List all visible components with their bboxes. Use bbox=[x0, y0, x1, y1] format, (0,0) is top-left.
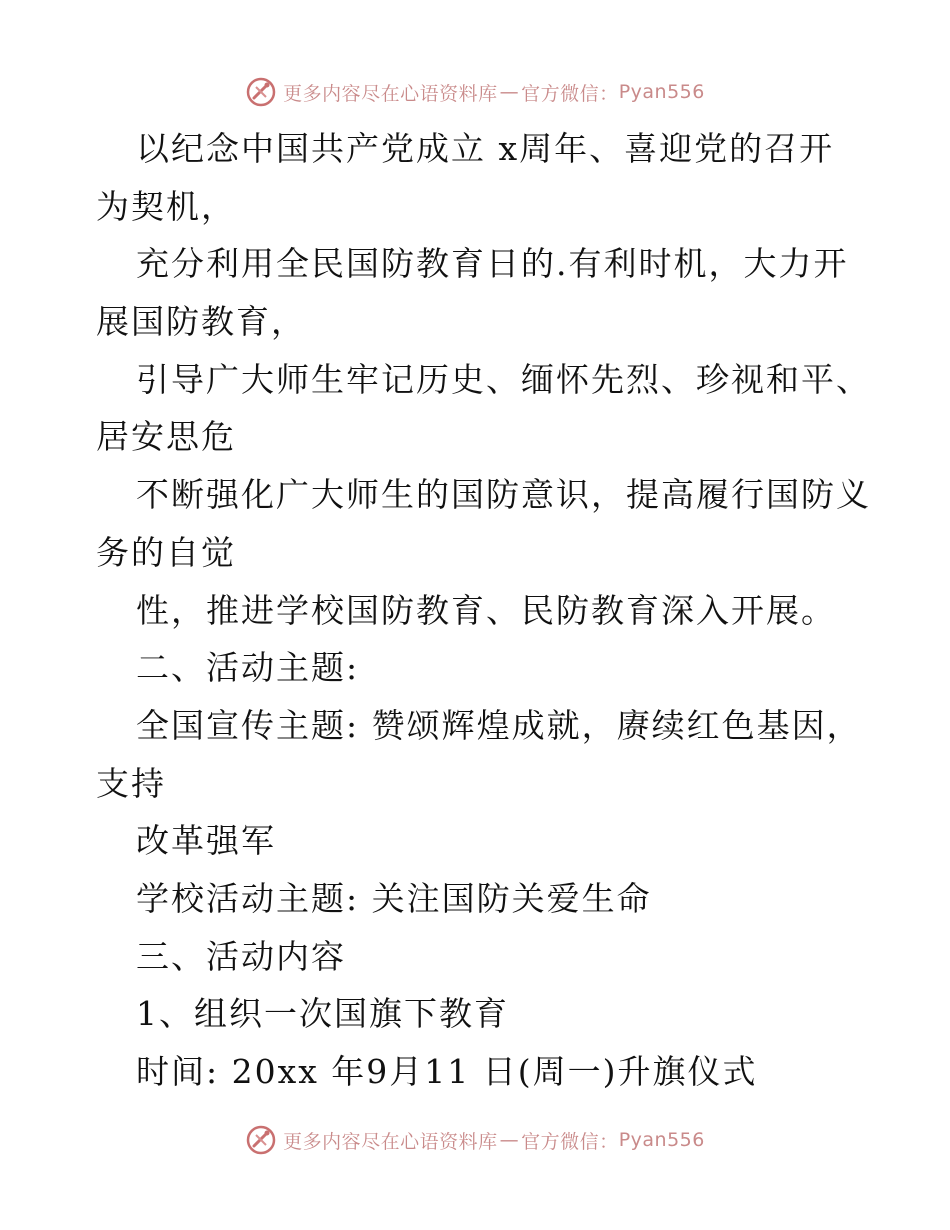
section-heading: 二、活动主题: bbox=[136, 648, 360, 688]
paragraph-line: 务的自觉 bbox=[96, 532, 236, 572]
brand-logo-icon bbox=[245, 76, 277, 108]
paragraph-line: 展国防教育， bbox=[96, 302, 306, 342]
watermark-separator: — bbox=[499, 81, 520, 103]
footer-watermark bbox=[0, 1120, 950, 1160]
header-watermark bbox=[0, 72, 950, 112]
watermark-wechat-label: 官方微信： bbox=[521, 1130, 619, 1153]
list-item: 1、组织一次国旗下教育 bbox=[136, 994, 509, 1034]
watermark-text: 更多内容尽在心语资料库 bbox=[283, 82, 498, 105]
watermark-wechat-label: 官方微信： bbox=[521, 82, 619, 105]
paragraph-line: 改革强军 bbox=[136, 821, 276, 861]
paragraph-line: 时间: 20xx 年9月11 日(周一)升旗仪式 bbox=[136, 1052, 758, 1091]
paragraph-line: 引导广大师生牢记历史、缅怀先烈、珍视和平、 bbox=[136, 359, 871, 399]
paragraph-line: 为契机， bbox=[96, 186, 236, 226]
watermark-wechat-id: Pyan556 bbox=[618, 81, 705, 103]
brand-logo-icon bbox=[245, 1124, 277, 1156]
watermark-separator: — bbox=[499, 1129, 520, 1151]
document-body bbox=[96, 120, 871, 1101]
paragraph-line: 支持 bbox=[96, 763, 166, 803]
paragraph-line: 充分利用全民国防教育日的.有利时机，大力开 bbox=[136, 244, 849, 284]
watermark-text: 更多内容尽在心语资料库 bbox=[283, 1130, 498, 1153]
paragraph-line: 以纪念中国共产党成立 x周年、喜迎党的召开 bbox=[136, 129, 835, 168]
paragraph-line: 学校活动主题: 关注国防关爱生命 bbox=[136, 878, 652, 918]
paragraph-line: 全国宣传主题: 赞颂辉煌成就，赓续红色基因， bbox=[136, 705, 862, 745]
paragraph-line: 居安思危 bbox=[96, 417, 236, 457]
section-heading: 三、活动内容 bbox=[136, 936, 346, 976]
paragraph-line: 不断强化广大师生的国防意识，提高履行国防义 bbox=[136, 475, 871, 515]
paragraph-line: 性，推进学校国防教育、民防教育深入开展。 bbox=[136, 590, 836, 630]
watermark-wechat-id: Pyan556 bbox=[618, 1129, 705, 1151]
